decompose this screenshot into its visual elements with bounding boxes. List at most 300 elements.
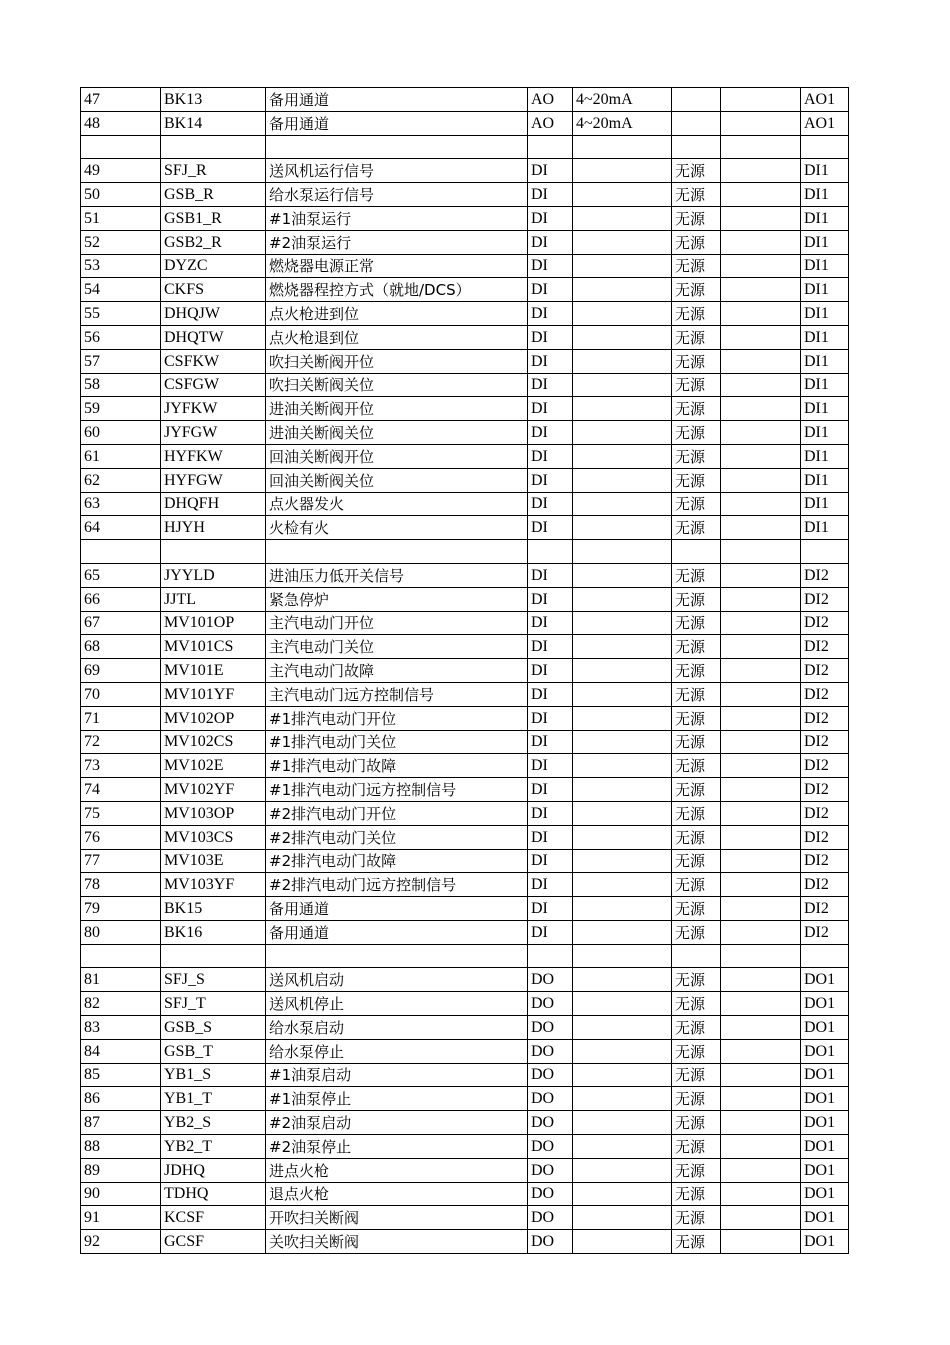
cell-source-type: 无源 (672, 159, 721, 183)
table-row (81, 873, 849, 897)
cell-remark (721, 159, 801, 183)
cell-tag-name: HYFKW (161, 444, 266, 468)
cell-signal-range (573, 1087, 672, 1111)
cell-description: 开吹扫关断阀 (266, 1206, 528, 1230)
table-row (81, 159, 849, 183)
cell-source-type: 无源 (672, 849, 721, 873)
cell-source-type: 无源 (672, 873, 721, 897)
cell-description: 主汽电动门远方控制信号 (266, 682, 528, 706)
cell-description: 进油压力低开关信号 (266, 563, 528, 587)
cell-tag-name: BK16 (161, 920, 266, 944)
cell-card-module: DO1 (801, 1111, 849, 1135)
cell-card-module: DI1 (801, 254, 849, 278)
cell-signal-range (573, 135, 672, 159)
cell-remark (721, 278, 801, 302)
table-row (81, 349, 849, 373)
cell-signal-type: DI (528, 349, 573, 373)
cell-point-number: 58 (81, 373, 161, 397)
cell-point-number: 85 (81, 1063, 161, 1087)
cell-remark (721, 849, 801, 873)
cell-source-type: 无源 (672, 183, 721, 207)
cell-remark (721, 183, 801, 207)
cell-signal-type: DI (528, 754, 573, 778)
cell-source-type: 无源 (672, 1016, 721, 1040)
cell-signal-range: 4~20mA (573, 88, 672, 112)
cell-signal-type: DI (528, 778, 573, 802)
cell-tag-name: DHQFH (161, 492, 266, 516)
cell-description: 回油关断阀关位 (266, 468, 528, 492)
cell-tag-name: MV102CS (161, 730, 266, 754)
cell-remark (721, 254, 801, 278)
cell-signal-type: AO (528, 88, 573, 112)
cell-signal-type: DI (528, 563, 573, 587)
cell-signal-range (573, 563, 672, 587)
cell-signal-range (573, 183, 672, 207)
table-row (81, 635, 849, 659)
cell-signal-range (573, 730, 672, 754)
cell-point-number: 62 (81, 468, 161, 492)
cell-card-module: DI1 (801, 444, 849, 468)
cell-tag-name: YB2_S (161, 1111, 266, 1135)
cell-tag-name: YB1_S (161, 1063, 266, 1087)
cell-description: #2排汽电动门故障 (266, 849, 528, 873)
cell-card-module: DO1 (801, 1230, 849, 1254)
cell-card-module: DO1 (801, 992, 849, 1016)
cell-remark (721, 754, 801, 778)
cell-description: #2油泵启动 (266, 1111, 528, 1135)
cell-signal-type: DI (528, 635, 573, 659)
cell-signal-range (573, 254, 672, 278)
cell-point-number (81, 540, 161, 564)
table-row (81, 88, 849, 112)
cell-card-module: DI2 (801, 778, 849, 802)
cell-card-module (801, 944, 849, 968)
cell-source-type: 无源 (672, 254, 721, 278)
table-row (81, 968, 849, 992)
cell-source-type: 无源 (672, 682, 721, 706)
cell-source-type: 无源 (672, 468, 721, 492)
table-row (81, 325, 849, 349)
cell-source-type: 无源 (672, 659, 721, 683)
cell-signal-range (573, 373, 672, 397)
cell-tag-name: MV101OP (161, 611, 266, 635)
cell-tag-name: JYFGW (161, 421, 266, 445)
cell-description: 吹扫关断阀关位 (266, 373, 528, 397)
cell-point-number: 69 (81, 659, 161, 683)
table-row (81, 825, 849, 849)
cell-signal-range (573, 1158, 672, 1182)
cell-remark (721, 1063, 801, 1087)
cell-tag-name: SFJ_S (161, 968, 266, 992)
cell-card-module: AO1 (801, 111, 849, 135)
cell-tag-name: DYZC (161, 254, 266, 278)
cell-source-type: 无源 (672, 302, 721, 326)
cell-source-type: 无源 (672, 1087, 721, 1111)
cell-description: 给水泵运行信号 (266, 183, 528, 207)
cell-card-module: DI2 (801, 611, 849, 635)
cell-description: 吹扫关断阀开位 (266, 349, 528, 373)
cell-point-number: 52 (81, 230, 161, 254)
cell-remark (721, 325, 801, 349)
table-row (81, 1158, 849, 1182)
cell-signal-range (573, 968, 672, 992)
cell-signal-range (573, 421, 672, 445)
cell-remark (721, 1135, 801, 1159)
cell-remark (721, 897, 801, 921)
cell-signal-type: DI (528, 421, 573, 445)
cell-remark (721, 516, 801, 540)
io-point-table (80, 87, 849, 1254)
cell-remark (721, 706, 801, 730)
cell-tag-name: CSFKW (161, 349, 266, 373)
table-row (81, 682, 849, 706)
cell-remark (721, 968, 801, 992)
cell-point-number: 51 (81, 206, 161, 230)
cell-description: #2排汽电动门关位 (266, 825, 528, 849)
cell-description (266, 135, 528, 159)
cell-description: 进点火枪 (266, 1158, 528, 1182)
cell-remark (721, 682, 801, 706)
cell-source-type: 无源 (672, 1158, 721, 1182)
cell-point-number: 87 (81, 1111, 161, 1135)
cell-point-number: 74 (81, 778, 161, 802)
separator-row (81, 540, 849, 564)
cell-remark (721, 421, 801, 445)
table-row (81, 1016, 849, 1040)
cell-signal-type: DI (528, 325, 573, 349)
cell-description: #2排汽电动门开位 (266, 801, 528, 825)
cell-tag-name: JYYLD (161, 563, 266, 587)
table-row (81, 302, 849, 326)
cell-description: #1油泵运行 (266, 206, 528, 230)
cell-signal-type: DI (528, 920, 573, 944)
cell-source-type: 无源 (672, 325, 721, 349)
cell-point-number: 54 (81, 278, 161, 302)
cell-point-number: 86 (81, 1087, 161, 1111)
cell-card-module: DO1 (801, 1135, 849, 1159)
cell-source-type: 无源 (672, 1182, 721, 1206)
cell-card-module: DI2 (801, 682, 849, 706)
cell-tag-name: SFJ_T (161, 992, 266, 1016)
cell-signal-type: DO (528, 968, 573, 992)
cell-source-type: 无源 (672, 516, 721, 540)
cell-description: 送风机运行信号 (266, 159, 528, 183)
cell-description: #1排汽电动门故障 (266, 754, 528, 778)
cell-description: 燃烧器电源正常 (266, 254, 528, 278)
table-row (81, 254, 849, 278)
cell-description (266, 944, 528, 968)
cell-tag-name: MV103OP (161, 801, 266, 825)
cell-point-number: 82 (81, 992, 161, 1016)
cell-signal-range (573, 1016, 672, 1040)
cell-tag-name (161, 540, 266, 564)
cell-signal-range (573, 897, 672, 921)
cell-signal-range (573, 1135, 672, 1159)
cell-source-type: 无源 (672, 968, 721, 992)
cell-source-type: 无源 (672, 992, 721, 1016)
cell-source-type: 无源 (672, 373, 721, 397)
cell-source-type: 无源 (672, 563, 721, 587)
cell-signal-range (573, 492, 672, 516)
cell-tag-name (161, 944, 266, 968)
cell-description: 点火枪进到位 (266, 302, 528, 326)
cell-description: #1排汽电动门开位 (266, 706, 528, 730)
cell-card-module: DI1 (801, 230, 849, 254)
table-row (81, 1135, 849, 1159)
cell-card-module: DI2 (801, 635, 849, 659)
cell-card-module: DO1 (801, 1087, 849, 1111)
cell-source-type: 无源 (672, 1063, 721, 1087)
cell-source-type: 无源 (672, 801, 721, 825)
cell-remark (721, 873, 801, 897)
cell-point-number: 83 (81, 1016, 161, 1040)
cell-tag-name: GSB1_R (161, 206, 266, 230)
cell-signal-type: DO (528, 1158, 573, 1182)
cell-signal-range (573, 706, 672, 730)
cell-signal-type: DI (528, 825, 573, 849)
cell-signal-type: DI (528, 516, 573, 540)
cell-tag-name: JYFKW (161, 397, 266, 421)
cell-point-number: 65 (81, 563, 161, 587)
cell-card-module: DI2 (801, 849, 849, 873)
table-row (81, 897, 849, 921)
cell-remark (721, 373, 801, 397)
table-row (81, 1230, 849, 1254)
cell-remark (721, 992, 801, 1016)
cell-tag-name: BK14 (161, 111, 266, 135)
cell-signal-type: DI (528, 468, 573, 492)
cell-description: 送风机停止 (266, 992, 528, 1016)
cell-signal-range (573, 825, 672, 849)
table-row (81, 444, 849, 468)
cell-remark (721, 468, 801, 492)
cell-point-number: 72 (81, 730, 161, 754)
table-row (81, 516, 849, 540)
cell-remark (721, 611, 801, 635)
cell-remark (721, 1111, 801, 1135)
cell-signal-range (573, 682, 672, 706)
cell-card-module: DO1 (801, 1158, 849, 1182)
cell-tag-name: CSFGW (161, 373, 266, 397)
cell-description (266, 540, 528, 564)
cell-point-number: 67 (81, 611, 161, 635)
table-row (81, 111, 849, 135)
cell-signal-type: DI (528, 302, 573, 326)
cell-remark (721, 1087, 801, 1111)
table-row (81, 1039, 849, 1063)
cell-signal-range (573, 397, 672, 421)
cell-signal-range (573, 992, 672, 1016)
cell-tag-name: MV103CS (161, 825, 266, 849)
cell-signal-type: DO (528, 992, 573, 1016)
cell-description: 点火枪退到位 (266, 325, 528, 349)
cell-point-number: 49 (81, 159, 161, 183)
cell-description: 燃烧器程控方式（就地/DCS） (266, 278, 528, 302)
cell-source-type: 无源 (672, 1206, 721, 1230)
cell-signal-range (573, 587, 672, 611)
table-row (81, 778, 849, 802)
cell-signal-type: DI (528, 254, 573, 278)
cell-remark (721, 111, 801, 135)
table-row (81, 230, 849, 254)
cell-point-number (81, 944, 161, 968)
cell-tag-name: MV101CS (161, 635, 266, 659)
cell-remark (721, 920, 801, 944)
cell-signal-type: DO (528, 1182, 573, 1206)
cell-point-number: 75 (81, 801, 161, 825)
cell-point-number: 71 (81, 706, 161, 730)
cell-card-module: DI2 (801, 730, 849, 754)
cell-tag-name: KCSF (161, 1206, 266, 1230)
cell-signal-range (573, 1230, 672, 1254)
cell-signal-range (573, 873, 672, 897)
cell-description: 进油关断阀关位 (266, 421, 528, 445)
cell-source-type (672, 111, 721, 135)
cell-description: 给水泵启动 (266, 1016, 528, 1040)
cell-description: 主汽电动门故障 (266, 659, 528, 683)
table-row (81, 206, 849, 230)
cell-source-type: 无源 (672, 1230, 721, 1254)
cell-tag-name: DHQTW (161, 325, 266, 349)
cell-signal-range (573, 849, 672, 873)
cell-description: 火检有火 (266, 516, 528, 540)
cell-card-module: DO1 (801, 1016, 849, 1040)
cell-card-module: DI1 (801, 373, 849, 397)
cell-tag-name: TDHQ (161, 1182, 266, 1206)
cell-signal-range (573, 635, 672, 659)
cell-point-number: 57 (81, 349, 161, 373)
cell-signal-type: DI (528, 897, 573, 921)
cell-tag-name: GSB_T (161, 1039, 266, 1063)
cell-signal-type: DO (528, 1063, 573, 1087)
table-row (81, 1063, 849, 1087)
cell-signal-range (573, 540, 672, 564)
cell-tag-name: JDHQ (161, 1158, 266, 1182)
cell-card-module: DI1 (801, 159, 849, 183)
cell-signal-type: DI (528, 159, 573, 183)
cell-signal-range (573, 302, 672, 326)
cell-tag-name: HYFGW (161, 468, 266, 492)
cell-signal-range (573, 1063, 672, 1087)
cell-remark (721, 1158, 801, 1182)
table-row (81, 421, 849, 445)
cell-point-number: 84 (81, 1039, 161, 1063)
cell-signal-type: DI (528, 849, 573, 873)
cell-signal-type: DO (528, 1016, 573, 1040)
cell-source-type: 无源 (672, 730, 721, 754)
cell-source-type: 无源 (672, 587, 721, 611)
cell-point-number: 68 (81, 635, 161, 659)
table-row (81, 563, 849, 587)
cell-signal-type (528, 944, 573, 968)
cell-source-type: 无源 (672, 278, 721, 302)
cell-point-number: 77 (81, 849, 161, 873)
cell-remark (721, 825, 801, 849)
cell-card-module: DI1 (801, 206, 849, 230)
cell-point-number: 91 (81, 1206, 161, 1230)
cell-point-number: 90 (81, 1182, 161, 1206)
cell-card-module: DO1 (801, 1039, 849, 1063)
table-row (81, 920, 849, 944)
cell-card-module: DI2 (801, 587, 849, 611)
cell-source-type: 无源 (672, 206, 721, 230)
cell-tag-name: MV102OP (161, 706, 266, 730)
cell-tag-name: GCSF (161, 1230, 266, 1254)
cell-tag-name: MV103YF (161, 873, 266, 897)
cell-description: 备用通道 (266, 88, 528, 112)
table-row (81, 492, 849, 516)
cell-card-module (801, 540, 849, 564)
cell-source-type: 无源 (672, 778, 721, 802)
cell-card-module: DI1 (801, 516, 849, 540)
cell-card-module: DI1 (801, 468, 849, 492)
cell-card-module: DO1 (801, 1182, 849, 1206)
cell-signal-type: DI (528, 682, 573, 706)
cell-signal-type: DI (528, 206, 573, 230)
cell-signal-type: DI (528, 492, 573, 516)
cell-description: 主汽电动门开位 (266, 611, 528, 635)
cell-signal-type: DI (528, 230, 573, 254)
cell-signal-range (573, 206, 672, 230)
cell-point-number: 63 (81, 492, 161, 516)
cell-signal-type: DI (528, 706, 573, 730)
cell-point-number: 80 (81, 920, 161, 944)
cell-description: 主汽电动门关位 (266, 635, 528, 659)
cell-remark (721, 587, 801, 611)
cell-signal-range (573, 325, 672, 349)
cell-tag-name: DHQJW (161, 302, 266, 326)
cell-card-module: DI2 (801, 825, 849, 849)
cell-card-module: DI1 (801, 325, 849, 349)
cell-card-module: DI1 (801, 492, 849, 516)
cell-tag-name: HJYH (161, 516, 266, 540)
cell-signal-range (573, 444, 672, 468)
cell-tag-name: JJTL (161, 587, 266, 611)
cell-description: 回油关断阀开位 (266, 444, 528, 468)
cell-point-number: 89 (81, 1158, 161, 1182)
cell-tag-name (161, 135, 266, 159)
cell-signal-range (573, 349, 672, 373)
cell-tag-name: GSB_S (161, 1016, 266, 1040)
cell-point-number: 56 (81, 325, 161, 349)
separator-row (81, 135, 849, 159)
cell-source-type: 无源 (672, 611, 721, 635)
table-row (81, 183, 849, 207)
cell-source-type: 无源 (672, 444, 721, 468)
cell-tag-name: MV102E (161, 754, 266, 778)
cell-remark (721, 1230, 801, 1254)
cell-remark (721, 563, 801, 587)
cell-source-type: 无源 (672, 349, 721, 373)
table-row (81, 278, 849, 302)
cell-tag-name: SFJ_R (161, 159, 266, 183)
cell-point-number: 92 (81, 1230, 161, 1254)
cell-point-number: 76 (81, 825, 161, 849)
cell-signal-type: AO (528, 111, 573, 135)
cell-description: #2油泵运行 (266, 230, 528, 254)
cell-description: 送风机启动 (266, 968, 528, 992)
cell-source-type: 无源 (672, 230, 721, 254)
cell-remark (721, 730, 801, 754)
cell-signal-type: DO (528, 1135, 573, 1159)
cell-description: #2排汽电动门远方控制信号 (266, 873, 528, 897)
cell-description: #1排汽电动门关位 (266, 730, 528, 754)
cell-tag-name: BK15 (161, 897, 266, 921)
cell-card-module: DI1 (801, 397, 849, 421)
cell-remark (721, 1206, 801, 1230)
cell-signal-range (573, 516, 672, 540)
cell-signal-type: DI (528, 730, 573, 754)
